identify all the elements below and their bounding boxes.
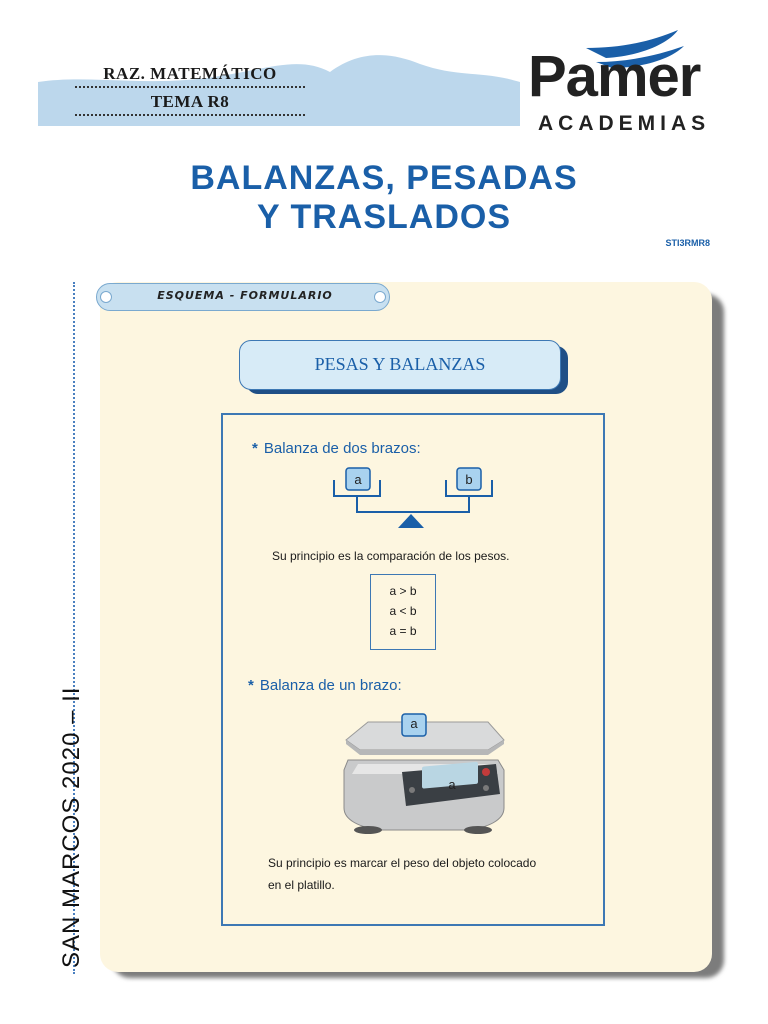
subject-label: RAZ. MATEMÁTICO	[75, 64, 305, 88]
tag-dot-icon	[100, 291, 112, 303]
weight-label-b: b	[465, 472, 473, 487]
digital-scale-icon	[338, 708, 510, 838]
brand-logo: Pamer	[528, 44, 701, 109]
two-arm-principle: Su principio es la comparación de los pesos.	[272, 549, 510, 563]
two-arm-heading	[252, 440, 421, 457]
display-label: a	[448, 777, 456, 792]
relation-greater: a > b	[389, 584, 417, 598]
one-arm-principle-line1: Su principio es marcar el peso del objeto colocado	[268, 856, 537, 870]
side-label: SAN MARCOS 2020 – II	[58, 686, 85, 968]
one-arm-principle-line2: en el platillo.	[268, 878, 335, 892]
section-title: PESAS Y BALANZAS	[314, 354, 486, 374]
weight-label-a: a	[354, 472, 362, 487]
topic-label: TEMA R8	[75, 92, 305, 116]
two-arm-heading-text: Balanza de dos brazos:	[263, 440, 421, 457]
bullet-star: *	[252, 440, 258, 457]
pan-weight-label: a	[410, 716, 418, 731]
page-title-line1: BALANZAS, PESADAS	[190, 159, 578, 197]
bullet-star: *	[248, 677, 254, 694]
relation-equal: a = b	[389, 624, 417, 638]
section-tag-label: ESQUEMA - FORMULARIO	[157, 289, 333, 302]
page-title-line2: Y TRASLADOS	[256, 198, 512, 236]
relation-less: a < b	[389, 604, 417, 618]
document-code: STI3RMR8	[665, 238, 710, 248]
one-arm-heading	[248, 677, 402, 694]
one-arm-heading-text: Balanza de un brazo:	[259, 677, 402, 694]
tag-dot-icon	[374, 291, 386, 303]
brand-subtitle: ACADEMIAS	[538, 112, 711, 135]
